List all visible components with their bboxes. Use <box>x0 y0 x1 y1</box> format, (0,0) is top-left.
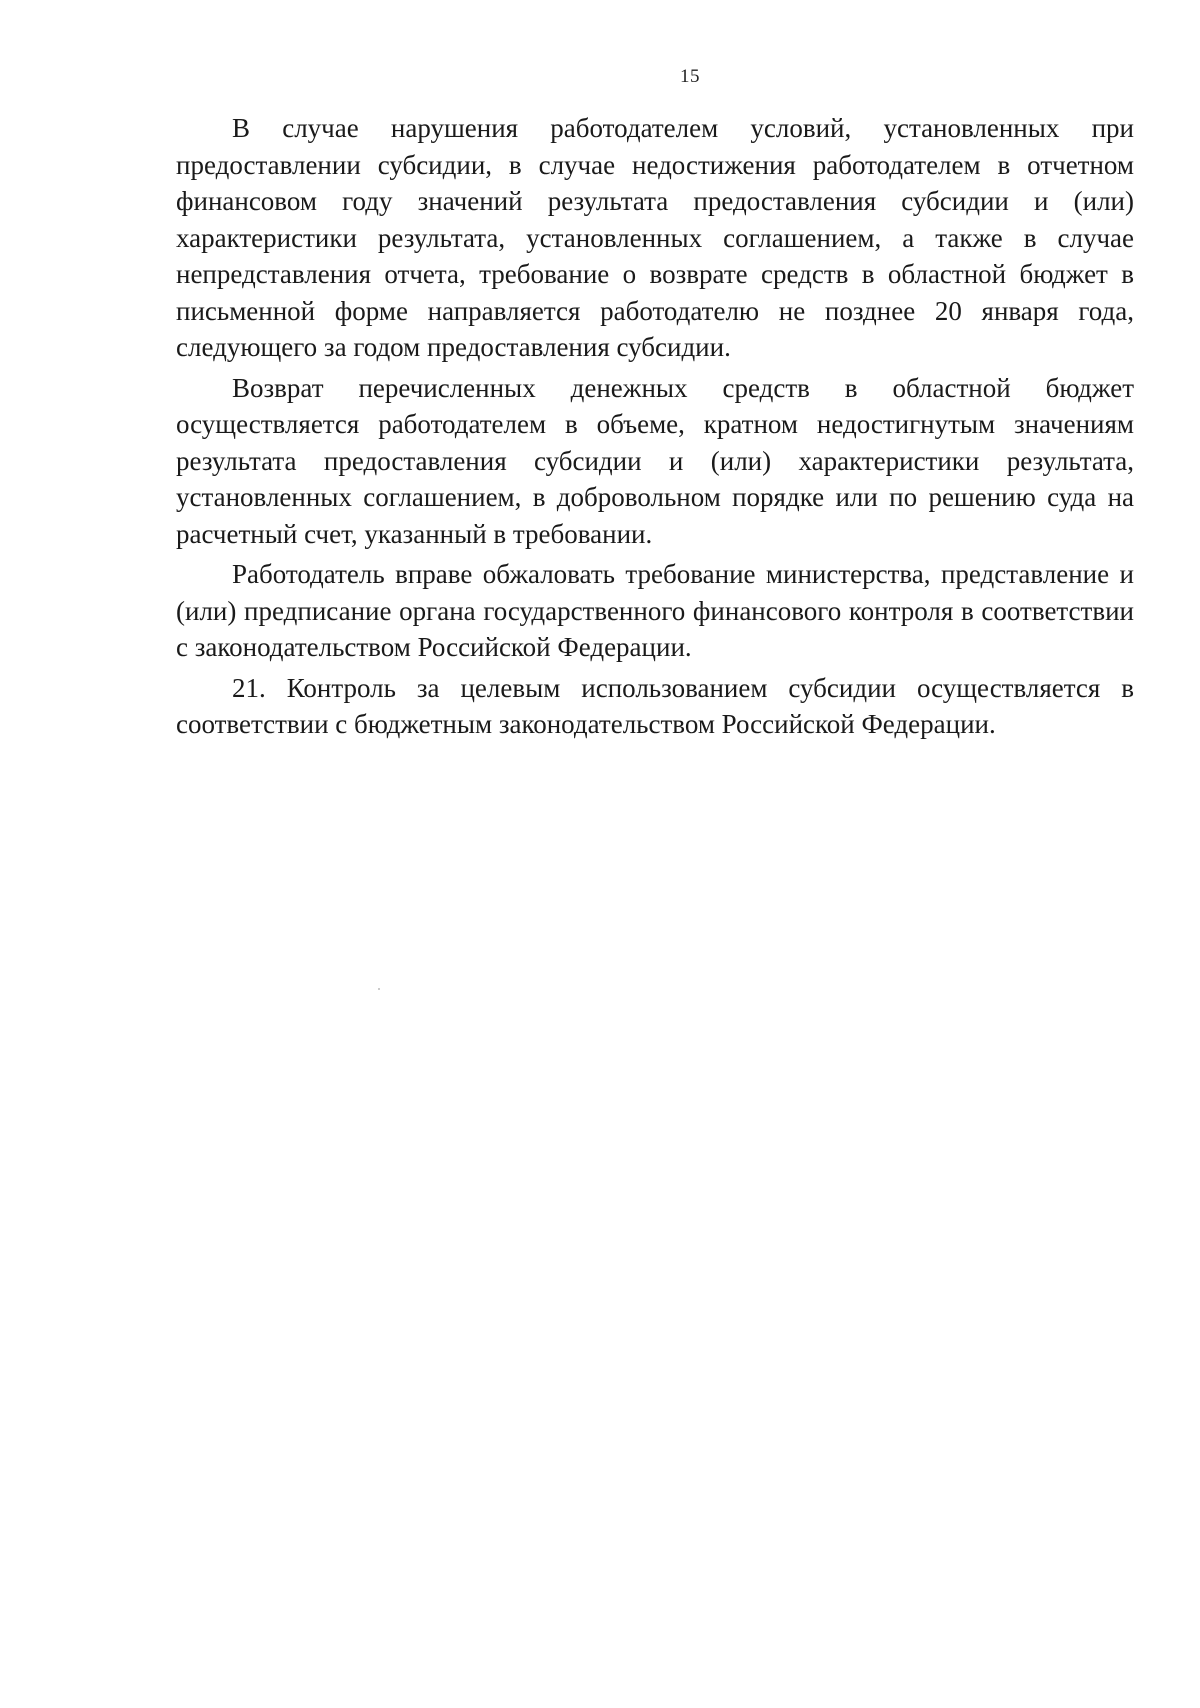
document-body <box>176 110 1134 747</box>
scan-speck <box>378 988 380 990</box>
paragraph-clause-21-control: 21. Контроль за целевым использованием субсидии осуществляется в соответствии с бюджетным законодательством Российской Федерации. <box>176 672 1134 739</box>
page-number: 15 <box>680 66 700 87</box>
paragraph-violation-refund-demand: В случае нарушения работодателем условий, установленных при предоставлении субсидии, в случае недостижения работодателем в отчетном финансовом году значений результата предоставления субсидии и (или) характеристики результата, установленных соглашением, а также в случае непредставления отчета, требование о возврате средств в областной бюджет в письменной форме направляется работодателю не позднее 20 января года, следующего за годом предоставления субсидии. <box>176 113 1134 362</box>
paragraph-funds-return: Возврат перечисленных денежных средств в областной бюджет осуществляется работодателем в объеме, кратном недостигнутым значениям результата предоставления субсидии и (или) характеристики результата, установленных соглашением, в добровольном порядке или по решению суда на расчетный счет, указанный в требовании. <box>176 372 1134 549</box>
paragraph-appeal-right: Работодатель вправе обжаловать требование министерства, представление и (или) предписание органа государственного финансового контроля в соответствии с законодательством Российской Федерации. <box>176 559 1134 662</box>
